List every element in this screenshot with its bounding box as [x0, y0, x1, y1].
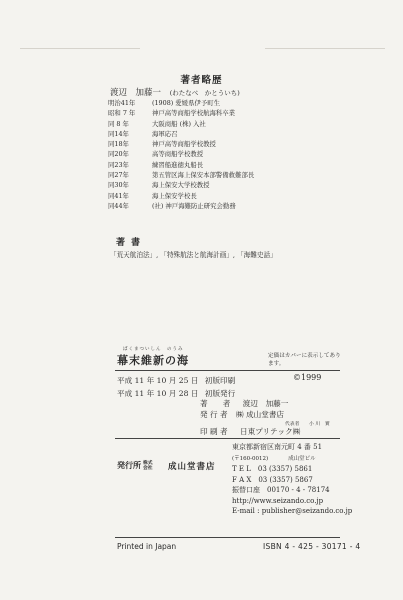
biography-date: 同18年 — [108, 140, 129, 149]
show-through-rule-right — [265, 48, 385, 49]
biography-date: 同20年 — [108, 150, 129, 159]
footer-rule — [115, 537, 340, 538]
address: 東京都新宿区南元町 4 番 51 — [232, 443, 323, 451]
biography-text: (1908) 愛媛県伊予町生 — [152, 99, 221, 107]
website-url: http://www.seizando.co.jp — [232, 496, 324, 505]
biography-text: 海上保安学校長 — [152, 191, 197, 200]
biography-entry — [108, 149, 254, 159]
representative-name: 小 川 實 — [308, 422, 330, 427]
publisher-type: 株式会社 — [143, 460, 153, 471]
isbn: ISBN 4 - 425 - 30171 - 4 — [263, 542, 361, 551]
publisher-contact — [232, 442, 352, 517]
biography-entry — [108, 129, 254, 139]
about-author-heading: 著者略歴 — [180, 75, 223, 86]
show-through-rule-left — [20, 48, 140, 49]
issue-date: 平成 11 年 10 月 28 日 — [117, 389, 199, 398]
biography-text: (社) 神戸海難防止研究会勤務 — [152, 201, 236, 210]
representative-title: 代表者 — [285, 422, 300, 427]
biography-entry — [108, 170, 254, 180]
biography-entry — [108, 119, 254, 129]
biography-date: 同 8 年 — [108, 119, 129, 128]
author-name: 渡辺 加藤一 — [110, 88, 162, 98]
biography-text: 第五管区海上保安本部警備救難部長 — [152, 171, 255, 180]
biography-list — [108, 98, 254, 211]
author-role: 著 者 — [200, 399, 231, 408]
author-name-line — [110, 86, 240, 98]
biography-date: 同14年 — [108, 129, 129, 138]
email: E-mail : publisher@seizando.co.jp — [232, 507, 353, 515]
transfer-account: 振替口座 00170 - 4 - 78174 — [232, 486, 330, 494]
author-credit-name: 渡辺 加藤一 — [242, 399, 289, 408]
book-title-ruby: ばくまついしん のうみ — [123, 347, 184, 352]
copyright: ©1999 — [293, 373, 322, 382]
printed-in-japan: Printed in Japan — [117, 542, 177, 551]
biography-date: 同23年 — [108, 160, 129, 169]
price-note: 定価はカバーに表示してあります。 — [268, 353, 341, 367]
printing-label: 初版印刷 — [204, 376, 236, 385]
works-list: 「荒天航泊法」, 「特殊航法と航海計画」, 「海難史話」 — [110, 251, 277, 259]
printing-date: 平成 11 年 10 月 25 日 — [117, 376, 199, 385]
publisher-credit-row — [200, 409, 284, 420]
tel: T E L 03 (3357) 5861 — [232, 465, 313, 473]
biography-date: 同41年 — [108, 191, 129, 200]
publisher-block-label — [117, 460, 157, 471]
biography-entry — [108, 108, 254, 118]
author-name-reading: (わたなべ かとういち) — [169, 89, 240, 97]
works-heading: 著書 — [116, 238, 147, 248]
biography-date: 明治41年 — [108, 99, 136, 107]
publisher-credit-name: ㈱ 成山堂書店 — [236, 410, 285, 419]
author-credit-row — [200, 398, 288, 409]
printer-credit-row — [200, 426, 300, 437]
book-title: 幕末維新の海 — [117, 354, 189, 367]
postal-code: (〒160-0012) — [232, 455, 269, 462]
biography-entry — [108, 201, 254, 211]
biography-entry — [108, 139, 254, 149]
biography-text: 練習船進徳丸船長 — [152, 160, 204, 169]
biography-entry — [108, 191, 254, 201]
biography-date: 同27年 — [108, 171, 129, 180]
fax: F A X 03 (3357) 5867 — [232, 475, 313, 484]
biography-text: 大阪商船 (株) 入社 — [152, 119, 206, 128]
biography-entry — [108, 180, 254, 190]
biography-text: 神戸高等商船学校教授 — [152, 140, 216, 149]
biography-text: 海軍応召 — [152, 129, 178, 138]
colophon-rule-bottom — [115, 438, 340, 439]
issue-label: 初版発行 — [204, 389, 236, 398]
publisher-role: 発 行 者 — [200, 410, 228, 419]
printer-role: 印 刷 者 — [200, 427, 228, 436]
edition-printing-row — [117, 375, 235, 386]
biography-text: 海上保安大学校教授 — [152, 181, 210, 190]
postal-line — [232, 453, 352, 465]
publisher-company: 成山堂書店 — [168, 462, 216, 472]
building-name: 成山堂ビル — [288, 455, 316, 462]
biography-date: 昭和 7 年 — [108, 109, 136, 118]
biography-date: 同30年 — [108, 181, 129, 190]
biography-text: 高等商船学校教授 — [152, 150, 204, 159]
biography-entry — [108, 160, 254, 170]
colophon-rule-top — [115, 370, 340, 371]
publisher-label: 発行所 — [117, 460, 141, 470]
printer-credit-name: 日東プリテック㈱ — [240, 427, 301, 436]
biography-date: 同44年 — [108, 201, 129, 210]
biography-entry — [108, 98, 254, 108]
biography-text: 神戸高等商船学校航海科卒業 — [152, 109, 236, 118]
